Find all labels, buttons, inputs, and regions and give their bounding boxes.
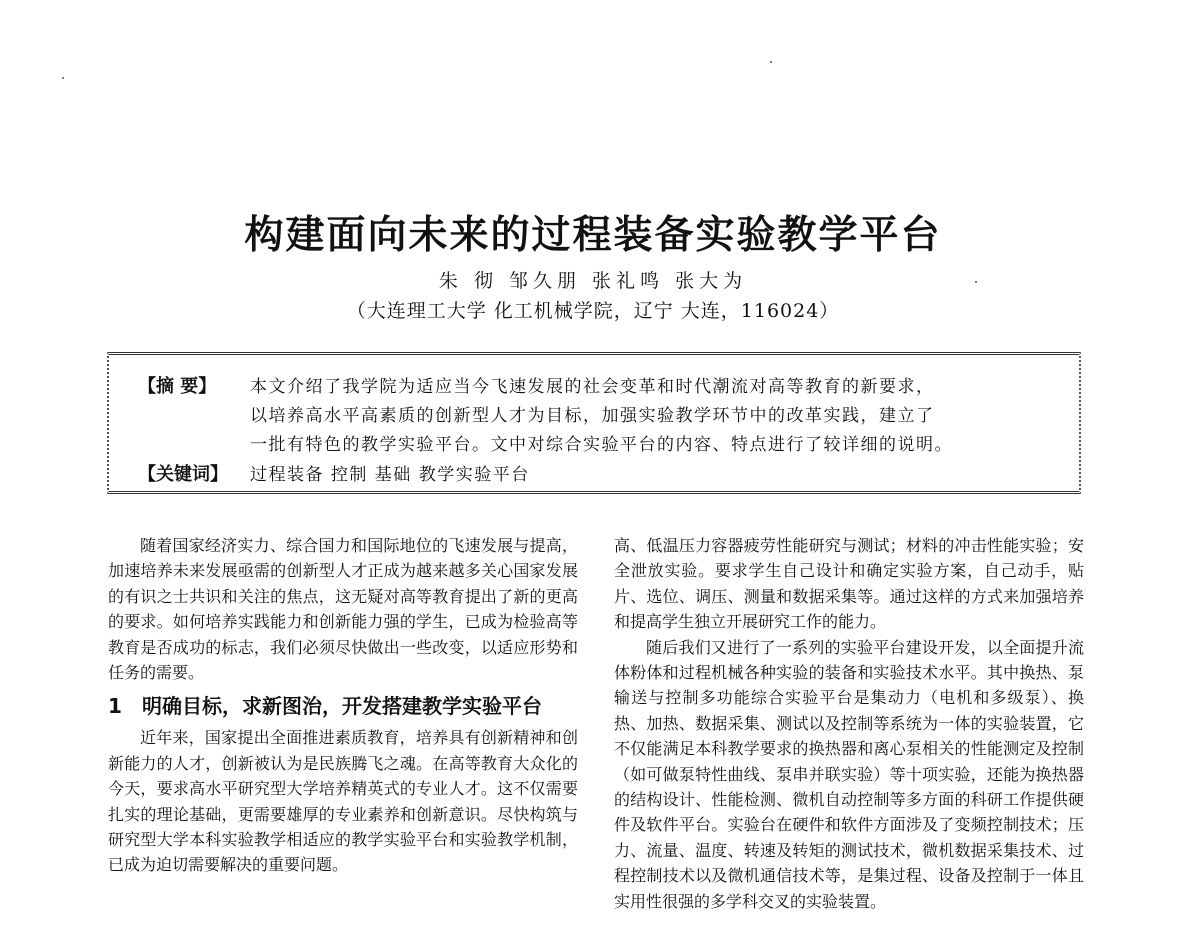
abstract-line: 一批有特色的教学实验平台。文中对综合实验平台的内容、特点进行了较详细的说明。 bbox=[250, 435, 953, 455]
paper-authors: 朱 彻 邹久朋 张礼鸣 张大为 bbox=[438, 270, 748, 292]
abstract-line: 本文介绍了我学院为适应当今飞速发展的社会变革和时代潮流对高等教育的新要求， bbox=[250, 377, 935, 397]
left-column bbox=[108, 533, 578, 878]
section-heading bbox=[108, 689, 578, 723]
paper-affiliation: （大连理工大学 化工机械学院，辽宁 大连，116024） bbox=[346, 300, 840, 322]
body-paragraph: 随着国家经济实力、综合国力和国际地位的飞速发展与提高，加速培养未来发展亟需的创新型人才正成为越来越多关心国家发展的有识之士共识和关注的焦点，这无疑对高等教育提出了新的更高的要求。如何培养实践能力和创新能力强的学生，已成为检验高等教育是否成功的标志，我们必须尽快做出一些改变，以适应形势和任务的需要。 bbox=[108, 536, 578, 683]
section-title: 明确目标，求新图治，开发搭建教学实验平台 bbox=[142, 694, 542, 719]
section-number: 1 bbox=[108, 694, 122, 719]
body-paragraph: 近年来，国家提出全面推进素质教育，培养具有创新精神和创新能力的人才，创新被认为是民族腾飞之魂。在高等教育大众化的今天，要求高水平研究型大学培养精英式的专业人才。这不仅需要扎实的理论基础，更需要雄厚的专业素养和创新意识。尽快构筑与研究型大学本科实验教学相适应的教学实验平台和实验教学机制，已成为迫切需要解决的重要问题。 bbox=[108, 728, 578, 875]
abstract-label: 【摘 要】 bbox=[138, 376, 217, 397]
keywords-label: 【关键词】 bbox=[138, 464, 228, 485]
right-column bbox=[614, 533, 1084, 914]
scan-speck bbox=[62, 77, 64, 79]
abstract-line: 以培养高水平高素质的创新型人才为目标，加强实验教学环节中的改革实践，建立了 bbox=[250, 406, 935, 426]
paper-title: 构建面向未来的过程装备实验教学平台 bbox=[244, 213, 942, 258]
body-paragraph: 随后我们又进行了一系列的实验平台建设开发，以全面提升流体粉体和过程机械各种实验的装备和实验技术水平。其中换热、泵输送与控制多功能综合实验平台是集动力（电机和多级泵）、换热、加热、数据采集、测试以及控制等系统为一体的实验装置，它不仅能满足本科教学要求的换热器和离心泵相关的性能测定及控制（如可做泵特性曲线、泵串并联实验）等十项实验，还能为换热器的结构设计、性能检测、微机自动控制等多方面的科研工作提供硬件及软件平台。实验台在硬件和软件方面涉及了变频控制技术；压力、流量、温度、转速及转矩的测试技术，微机数据采集技术、过程控制技术以及微机通信技术等，是集过程、设备及控制于一体且实用性很强的多学科交叉的实验装置。 bbox=[614, 637, 1084, 911]
body-paragraph: 高、低温压力容器疲劳性能研究与测试；材料的冲击性能实验；安全泄放实验。要求学生自己设计和确定实验方案，自己动手，贴片、选位、调压、测量和数据采集等。通过这样的方式来加强培养和提高学生独立开展研究工作的能力。 bbox=[614, 536, 1084, 632]
keywords-text: 过程装备 控制 基础 教学实验平台 bbox=[250, 465, 530, 485]
scan-speck bbox=[770, 61, 772, 63]
